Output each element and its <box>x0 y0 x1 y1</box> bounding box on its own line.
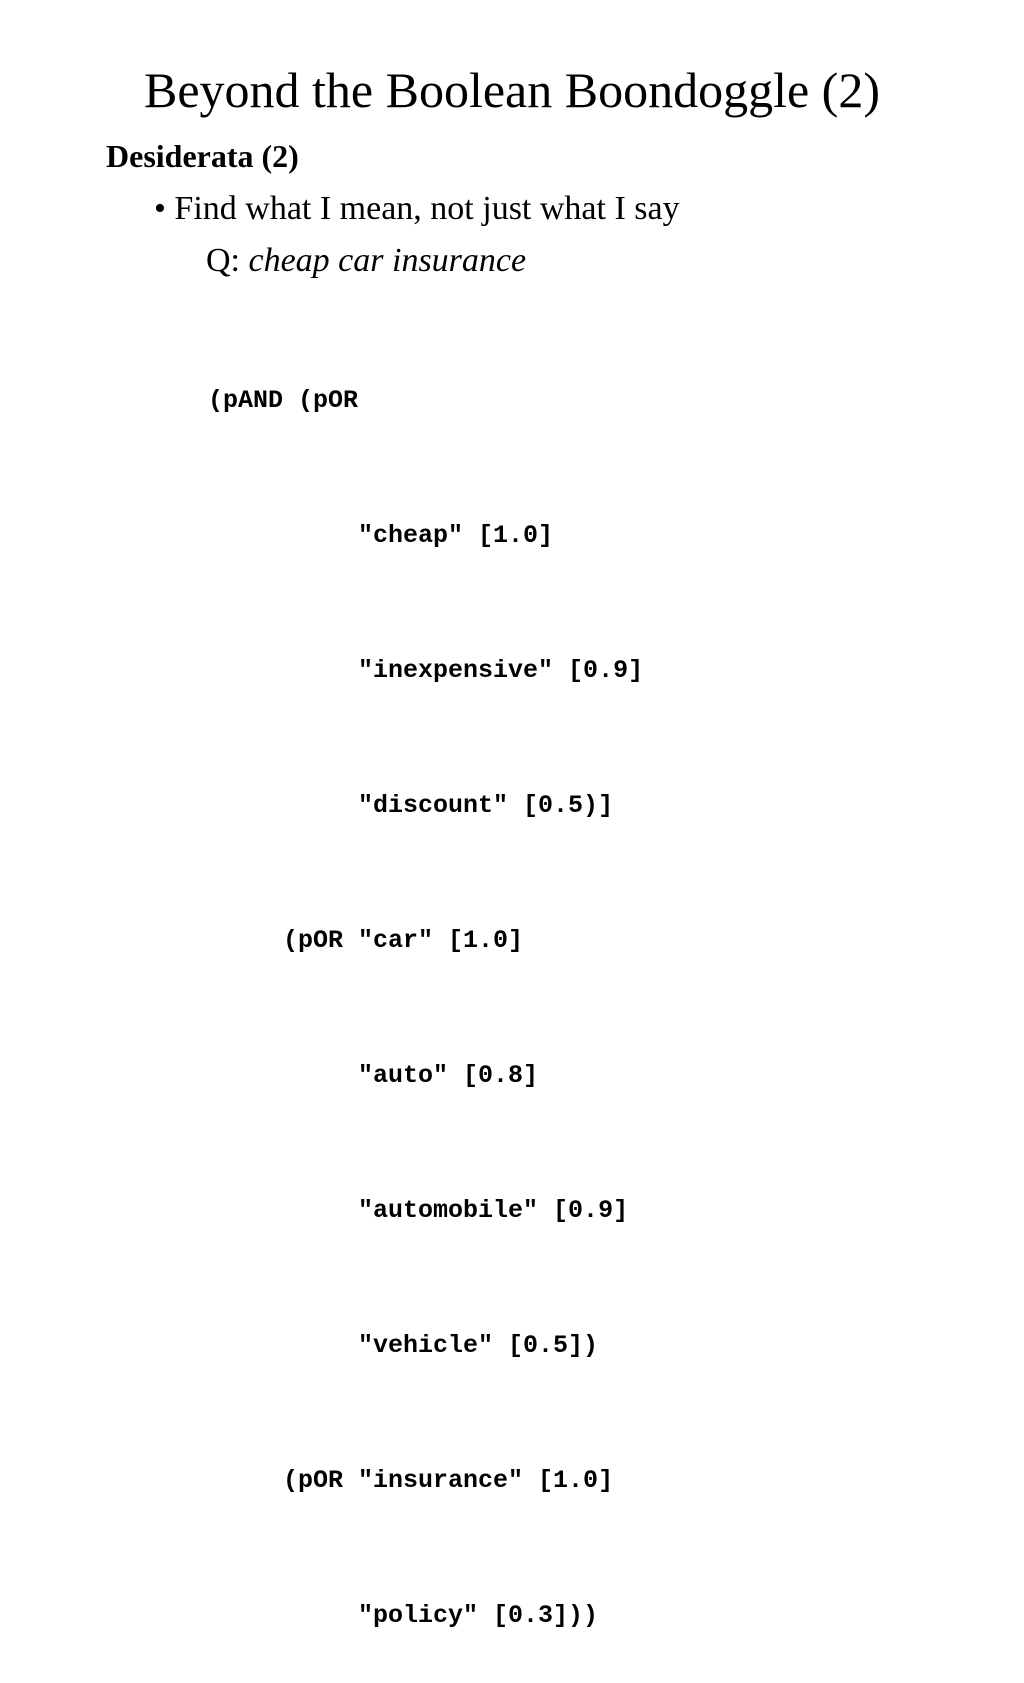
query-label: Q: <box>206 242 249 279</box>
query-text: cheap car insurance <box>248 242 527 279</box>
code-line: (pAND (pOR <box>208 386 359 415</box>
subheading: Desiderata (2) <box>106 138 299 174</box>
code-line: "auto" [0.8] <box>208 1061 539 1090</box>
query-line <box>206 240 526 282</box>
code-line: "inexpensive" [0.9] <box>208 656 644 685</box>
code-line: "discount" [0.5)] <box>208 791 614 820</box>
code-line: "cheap" [1.0] <box>208 521 554 550</box>
bullet-point: • Find what I mean, not just what I say <box>154 190 680 227</box>
code-line: "automobile" [0.9] <box>208 1196 629 1225</box>
code-line: (pOR "car" [1.0] <box>208 926 524 955</box>
code-line: "policy" [0.3])) <box>208 1601 599 1630</box>
code-line: "vehicle" [0.5]) <box>208 1331 599 1360</box>
slide-title: Beyond the Boolean Boondoggle (2) <box>144 62 880 118</box>
code-block <box>208 288 643 1683</box>
code-line: (pOR "insurance" [1.0] <box>208 1466 614 1495</box>
